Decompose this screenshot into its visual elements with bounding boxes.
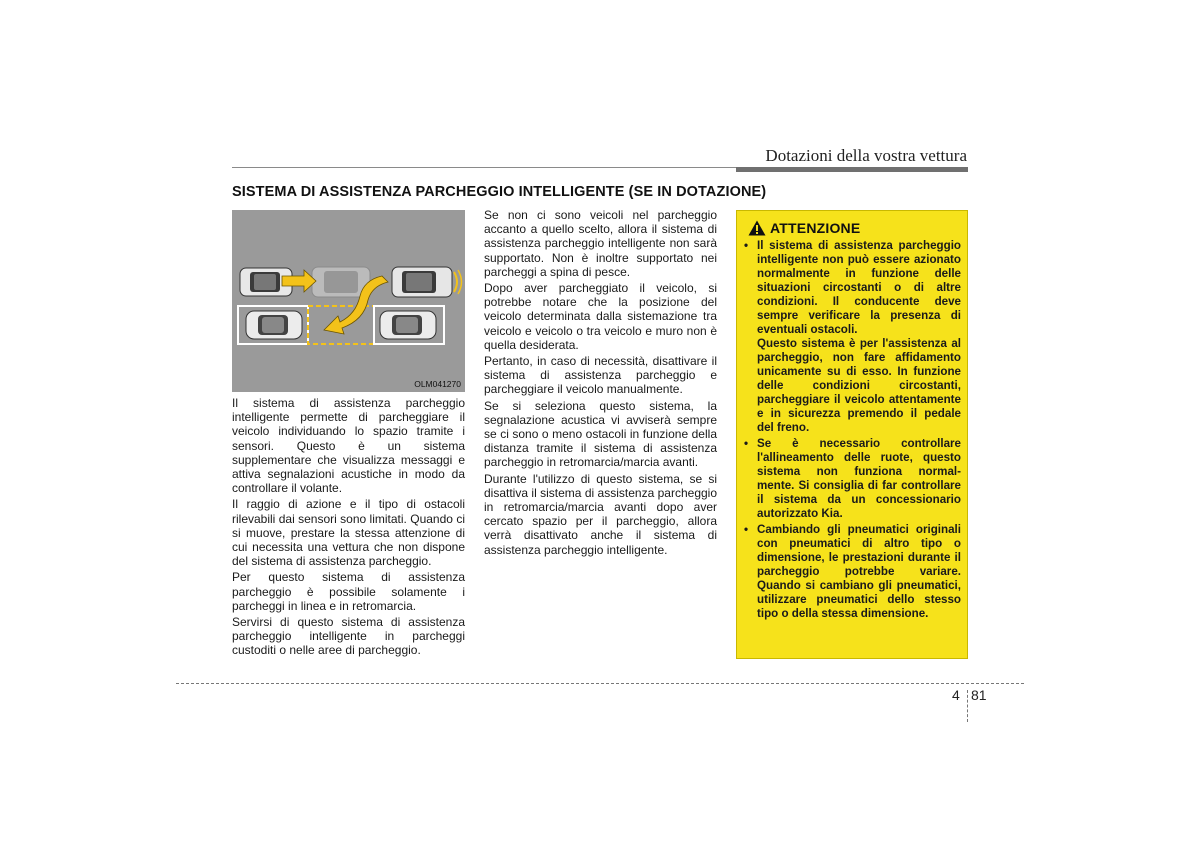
footer-rule <box>176 683 1024 684</box>
paragraph: Pertanto, in caso di necessità, disattivare il sistema di assistenza parcheggio e parcheggiare il veicolo manualmente. <box>484 354 717 397</box>
paragraph: Il sistema di assistenza parcheggio intelligente permette di parcheggiare il veicolo individuando lo spazio tramite i sensori. Questo è un sistema supplementare che visualizza messaggi e attiva segnalazioni acustiche in modo da controllare il volante. <box>232 396 465 496</box>
running-header: Dotazioni della vostra vettura <box>765 146 967 165</box>
warning-item <box>744 239 961 435</box>
figure-code: OLM041270 <box>414 379 461 389</box>
warning-box <box>736 210 968 659</box>
warning-paragraph: Questo sistema è per l'assistenza al parcheggio, non fare affidamento unicamente su di esso. In funzione delle condizioni circostanti, parcheggiare il veicolo attentamente e in sicurezza premendo il pedale del freno. <box>757 337 961 434</box>
warning-paragraph: Se è necessario controllare l'allineamento delle ruote, questo sistema non funziona normal- mente. Si consiglia di far controllare il sistema da un concessionario autorizzato Kia. <box>757 437 961 520</box>
parking-diagram <box>232 210 465 392</box>
page-number: 81 <box>971 687 987 703</box>
parked-car-right <box>380 311 436 339</box>
paragraph: Servirsi di questo sistema di assistenza parcheggio intelligente in parcheggi custoditi o nelle aree di parcheggio. <box>232 615 465 658</box>
paragraph: Dopo aver parcheggiato il veicolo, si potrebbe notare che la posizione del veicolo determinata dalla sistemazione tra veicolo e veicolo o tra veicolo e muro non è quella desiderata. <box>484 281 717 352</box>
warning-triangle-icon <box>748 220 766 236</box>
warning-item <box>744 523 961 621</box>
warning-paragraph: Cambiando gli pneumatici originali con pneumatici di altro tipo o dimensione, le prestazioni durante il parcheggio potrebbe variare. Quando si cambiano gli pneumatici, utilizzare pneumatici dello stesso tipo o della stessa dimensione. <box>757 523 961 620</box>
chapter-number: 4 <box>952 687 960 703</box>
warning-title: ATTENZIONE <box>770 220 861 236</box>
parked-car-left <box>246 311 302 339</box>
text-column-2 <box>484 208 717 559</box>
bullet: • <box>744 523 749 536</box>
bullet: • <box>744 437 749 450</box>
warning-paragraph: Il sistema di assistenza parcheggio intelligente non può essere azionato normalmente in funzione delle situazioni circostanti o di altre condizioni. Il conducente deve sempre verificare la presenza di eventuali ostacoli. <box>757 239 961 336</box>
section-title: SISTEMA DI ASSISTENZA PARCHEGGIO INTELLIGENTE (SE IN DOTAZIONE) <box>232 184 767 200</box>
warning-item <box>744 437 961 521</box>
upper-car-right <box>392 267 462 297</box>
warning-list <box>744 239 961 623</box>
bullet: • <box>744 239 749 252</box>
paragraph: Il raggio di azione e il tipo di ostacoli rilevabili dai sensori sono limitati. Quando ci si muove, prestare la stessa attenzione di cui necessita una vettura che non dispone del sistema di assistenza parcheggio. <box>232 497 465 569</box>
warning-header <box>748 220 860 236</box>
footer-divider <box>967 690 968 722</box>
paragraph: Per questo sistema di assistenza parcheggio è possibile solamente i parcheggi in linea e in retromarcia. <box>232 570 465 613</box>
parking-illustration <box>232 210 465 392</box>
paragraph: Durante l'utilizzo di questo sistema, se si disattiva il sistema di assistenza parcheggio in retromarcia/marcia avanti dopo aver cercato spazio per il parcheggio, allora verrà disattivato anche il sistema di assistenza parcheggio intelligente. <box>484 471 717 557</box>
header-rule <box>232 167 968 172</box>
paragraph: Se non ci sono veicoli nel parcheggio accanto a quello scelto, allora il sistema di assistenza parcheggio intelligente non sarà supportato. Non è inoltre supportato nei parcheggi a spina di pesce. <box>484 208 717 279</box>
paragraph: Se si seleziona questo sistema, la segnalazione acustica vi avviserà sempre se ci sono o meno ostacoli in funzione della distanza tramite il sistema di assistenza parcheggio in retromarcia/marcia avanti. <box>484 398 717 470</box>
text-column-1 <box>232 396 465 660</box>
